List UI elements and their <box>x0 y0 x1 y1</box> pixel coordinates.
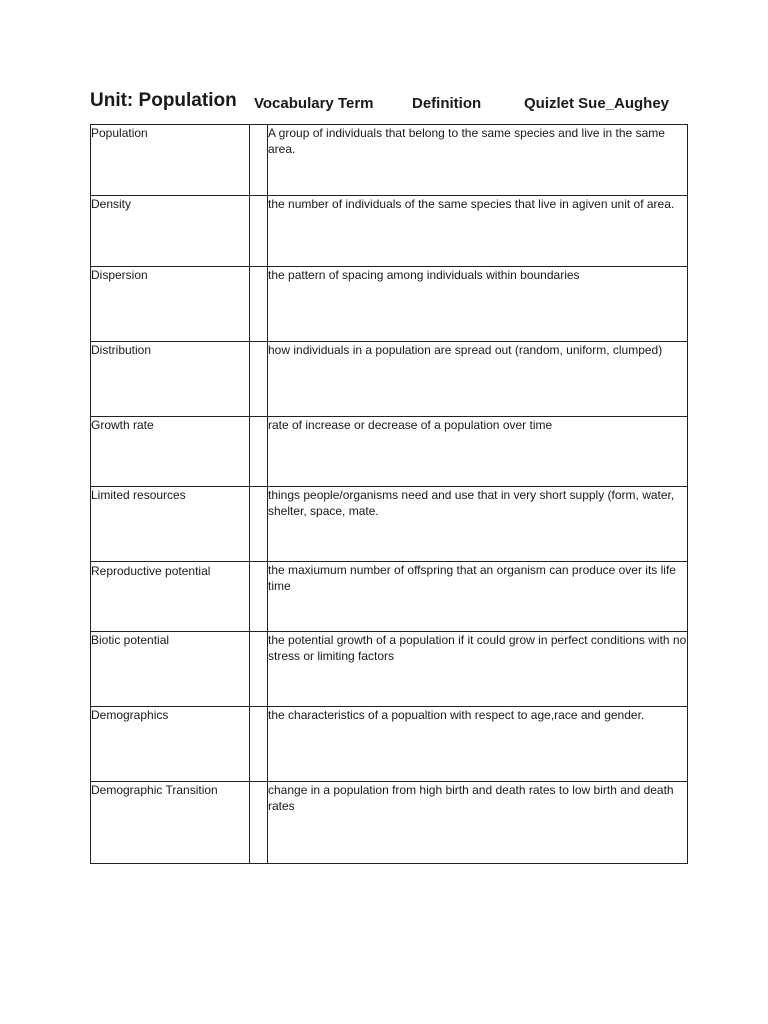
table-row <box>91 267 688 342</box>
definition-cell: the maxiumum number of offspring that an organism can produce over its life time <box>268 562 688 632</box>
definition-cell: change in a population from high birth and death rates to low birth and death rates <box>268 782 688 864</box>
spacer-cell <box>250 125 268 196</box>
table-row <box>91 562 688 632</box>
table-row <box>91 487 688 562</box>
definition-cell: rate of increase or decrease of a population over time <box>268 417 688 487</box>
spacer-cell <box>250 562 268 632</box>
term-cell: Growth rate <box>91 417 250 487</box>
term-cell: Demographics <box>91 707 250 782</box>
table-row <box>91 782 688 864</box>
term-cell: Distribution <box>91 342 250 417</box>
term-cell: Limited resources <box>91 487 250 562</box>
table-row <box>91 125 688 196</box>
definition-cell: the pattern of spacing among individuals within boundaries <box>268 267 688 342</box>
definition-cell: the number of individuals of the same species that live in agiven unit of area. <box>268 196 688 267</box>
page-header <box>90 88 690 118</box>
spacer-cell <box>250 196 268 267</box>
spacer-cell <box>250 707 268 782</box>
table-row <box>91 196 688 267</box>
spacer-cell <box>250 782 268 864</box>
term-cell: Demographic Transition <box>91 782 250 864</box>
definition-cell: A group of individuals that belong to the same species and live in the same area. <box>268 125 688 196</box>
table-row <box>91 632 688 707</box>
definition-cell: how individuals in a population are spread out (random, uniform, clumped) <box>268 342 688 417</box>
vocabulary-term-heading: Vocabulary Term <box>254 95 374 112</box>
definition-cell: the potential growth of a population if it could grow in perfect conditions with no stress or limiting factors <box>268 632 688 707</box>
table-row <box>91 342 688 417</box>
definition-heading: Definition <box>412 95 482 112</box>
spacer-cell <box>250 417 268 487</box>
spacer-cell <box>250 487 268 562</box>
spacer-cell <box>250 342 268 417</box>
term-cell: Density <box>91 196 250 267</box>
vocabulary-table <box>90 124 688 864</box>
unit-title: Unit: Population <box>90 90 237 111</box>
quizlet-heading: Quizlet Sue_Aughey <box>524 95 670 112</box>
definition-cell: the characteristics of a popualtion with respect to age,race and gender. <box>268 707 688 782</box>
definition-cell: things people/organisms need and use that in very short supply (form, water, shelter, space, mate. <box>268 487 688 562</box>
term-cell: Dispersion <box>91 267 250 342</box>
table-row <box>91 707 688 782</box>
spacer-cell <box>250 632 268 707</box>
term-cell: Reproductive potential <box>91 562 250 632</box>
spacer-cell <box>250 267 268 342</box>
term-cell: Population <box>91 125 250 196</box>
table-row <box>91 417 688 487</box>
term-cell: Biotic potential <box>91 632 250 707</box>
